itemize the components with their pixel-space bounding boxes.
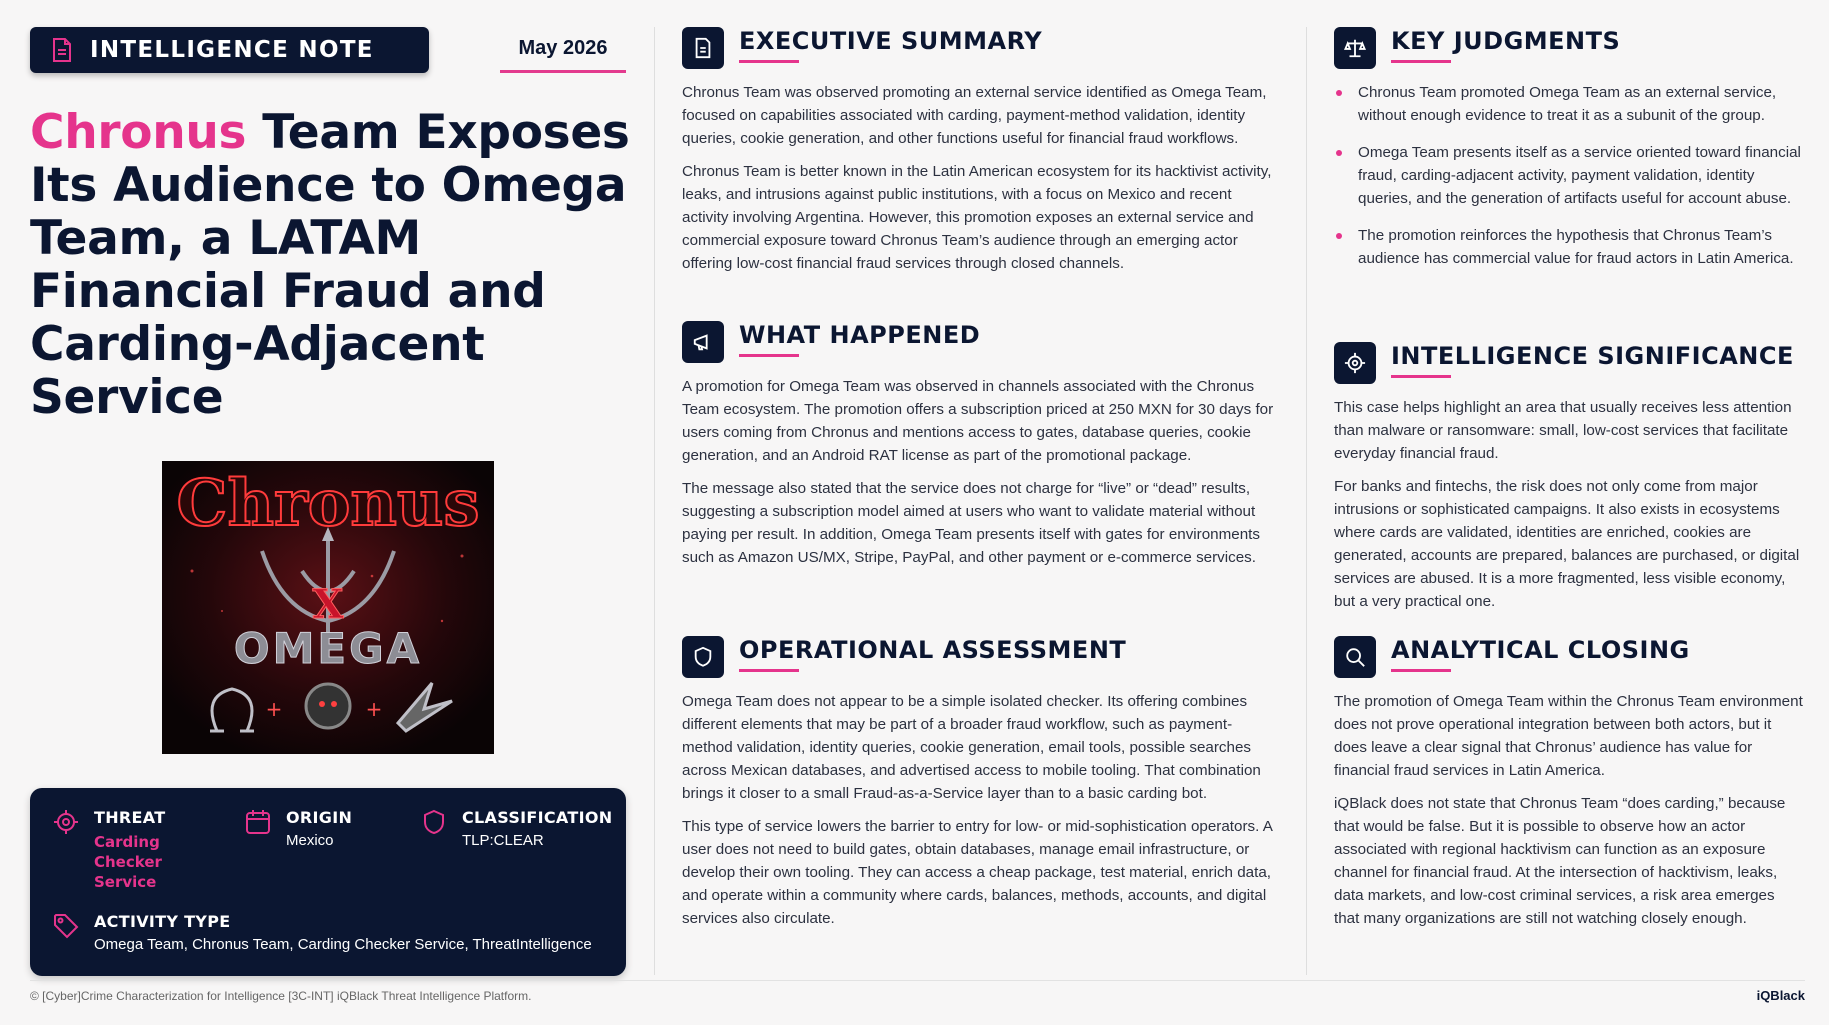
paragraph: iQBlack does not state that Chronus Team “does carding,” because that would be false. But it is possible to observe how an actor associated with regional hacktivism can function as an exposure channel for financial fraud. At the intersection of hacktivism, leaks, data markets, and low-cost criminal services, a risk area emerges that many organizations are still not watching closely enough. <box>1334 795 1786 927</box>
paragraph: This type of service lowers the barrier to entry for low- or mid-sophistication operators. A user does not need to build gates, obtain databases, manage email infrastructure, or develop their own tooling. They can access a cheap package, test material, enrich data, and operate within a community where cards, balances, methods, accounts, and digital services also circulate. <box>682 818 1273 927</box>
title-underline <box>1391 669 1451 672</box>
paragraph: The message also stated that the service does not charge for “live” or “dead” results, suggesting a subscription model aimed at users who want to validate material without paying per result. In addition, Omega Team presents itself with gates for environments such as Amazon US/MX, Stripe, PayPal, and other payment or e-commerce services. <box>682 480 1260 566</box>
chronus-omega-artwork <box>162 461 494 754</box>
cover-bottom-text: OMEGA <box>233 624 423 673</box>
tag-icon <box>52 912 80 940</box>
threat-label: THREAT <box>94 808 166 827</box>
column-divider <box>1306 27 1307 975</box>
title-underline <box>739 354 799 357</box>
operational-assessment-section <box>682 636 1282 930</box>
threat-value: Carding Checker Service <box>94 833 162 891</box>
list-item: The promotion reinforces the hypothesis that Chronus Team’s audience has commercial value for fraud actors in Latin America. <box>1334 224 1804 270</box>
megaphone-icon <box>692 331 714 353</box>
title-accent: Chronus <box>30 105 247 160</box>
svg-text:+: + <box>365 697 383 721</box>
origin-value: Mexico <box>286 832 334 849</box>
paragraph: Chronus Team was observed promoting an external service identified as Omega Team, focused on capabilities associated with carding, payment-method validation, identity queries, cookie generation, and other functions useful for financial fraud workflows. <box>682 84 1267 147</box>
cover-image <box>162 461 494 754</box>
cover-top-text: Chronus <box>176 466 480 541</box>
svg-text:+: + <box>265 697 283 721</box>
paragraph: A promotion for Omega Team was observed in channels associated with the Chronus Team ecosystem. The promotion offers a subscription priced at 250 MXN for 30 days for users coming from Chronus and mentions access to gates, database queries, cookie generation, and an Android RAT license as part of the promotional package. <box>682 378 1274 464</box>
origin-block <box>244 808 404 849</box>
title-underline <box>739 669 799 672</box>
activity-label: ACTIVITY TYPE <box>94 912 231 931</box>
shield-icon <box>420 808 448 836</box>
document-icon <box>692 37 714 59</box>
key-judgments-list <box>1334 81 1804 270</box>
list-item: Chronus Team promoted Omega Team as an external service, without enough evidence to treat it as a subunit of the group. <box>1334 81 1804 127</box>
activity-value: Omega Team, Chronus Team, Carding Checker Service, ThreatIntelligence <box>94 936 592 953</box>
target-icon <box>1344 352 1366 374</box>
title-underline <box>739 60 799 63</box>
document-icon <box>50 37 74 63</box>
classification-label: CLASSIFICATION <box>462 808 613 827</box>
paragraph: For banks and fintechs, the risk does not only come from major intrusions or sophisticated campaigns. It also exists in ecosystems where cards are validated, identities are enriched, cookies are generated, accounts are prepared, balances are purchased, or digital services are abused. It is a more fragmented, less visible economy, but a very practical one. <box>1334 478 1800 610</box>
target-icon <box>52 808 80 836</box>
title-underline <box>1391 60 1451 63</box>
search-icon <box>1344 646 1366 668</box>
intelligence-note-badge <box>30 27 429 73</box>
badge-label: INTELLIGENCE NOTE <box>90 37 374 63</box>
page-title <box>30 106 640 424</box>
scale-icon <box>1344 37 1366 59</box>
metadata-panel <box>30 788 626 976</box>
operational-assessment-title: OPERATIONAL ASSESSMENT <box>739 636 1127 664</box>
paragraph: The promotion of Omega Team within the Chronus Team environment does not prove operational integration between both actors, but it does leave a clear signal that Chronus’ audience has value for financial fraud services in Latin America. <box>1334 693 1803 779</box>
origin-label: ORIGIN <box>286 808 353 827</box>
threat-block <box>52 808 232 892</box>
footer-copyright: © [Cyber]Crime Characterization for Intelligence [3C-INT] iQBlack Threat Intelligence Platform. <box>30 989 532 1003</box>
executive-summary-title: EXECUTIVE SUMMARY <box>739 27 1043 55</box>
intelligence-significance-title: INTELLIGENCE SIGNIFICANCE <box>1391 342 1794 370</box>
list-item: Omega Team presents itself as a service oriented toward financial fraud, carding-adjacent activity, payment validation, identity queries, and the generation of artifacts useful for account abuse. <box>1334 141 1804 210</box>
report-date: May 2026 <box>500 27 626 73</box>
paragraph: Omega Team does not appear to be a simple isolated checker. Its offering combines different elements that may be part of a broader fraud workflow, such as payment-method validation, identity queries, cookie generation, email tools, possible searches across Mexican databases, and advertised access to mobile tooling. That combination brings it closer to a small Fraud-as-a-Service layer than to a basic carding bot. <box>682 693 1261 802</box>
key-judgments-title: KEY JUDGMENTS <box>1391 27 1621 55</box>
what-happened-section <box>682 321 1282 569</box>
column-divider <box>654 27 655 975</box>
activity-block <box>52 912 622 953</box>
title-rest: Team Exposes Its Audience to Omega Team, a LATAM Financial Fraud and Carding-Adjacent Service <box>30 105 630 425</box>
title-underline <box>1391 375 1451 378</box>
cover-cross-text: X <box>312 581 344 628</box>
analytical-closing-title: ANALYTICAL CLOSING <box>1391 636 1690 664</box>
what-happened-title: WHAT HAPPENED <box>739 321 981 349</box>
footer-divider <box>30 980 1805 981</box>
classification-block <box>420 808 620 849</box>
executive-summary-section <box>682 27 1282 275</box>
calendar-icon <box>244 808 272 836</box>
paragraph: This case helps highlight an area that usually receives less attention than malware or ransomware: small, low-cost services that facilitate everyday financial fraud. <box>1334 399 1792 462</box>
paragraph: Chronus Team is better known in the Latin American ecosystem for its hacktivist activity, leaks, and intrusions against public institutions, with a focus on Mexico and recent activity involving Argentina. However, this promotion exposes an external service and commercial exposure toward Chronus Team’s audience through an emerging actor offering low-cost financial fraud services through closed channels. <box>682 163 1272 272</box>
intelligence-significance-section <box>1334 342 1804 613</box>
shield-icon <box>692 646 714 668</box>
classification-value: TLP:CLEAR <box>462 832 544 849</box>
analytical-closing-section <box>1334 636 1804 930</box>
key-judgments-section <box>1334 27 1804 284</box>
footer-brand: iQBlack <box>1756 988 1805 1003</box>
